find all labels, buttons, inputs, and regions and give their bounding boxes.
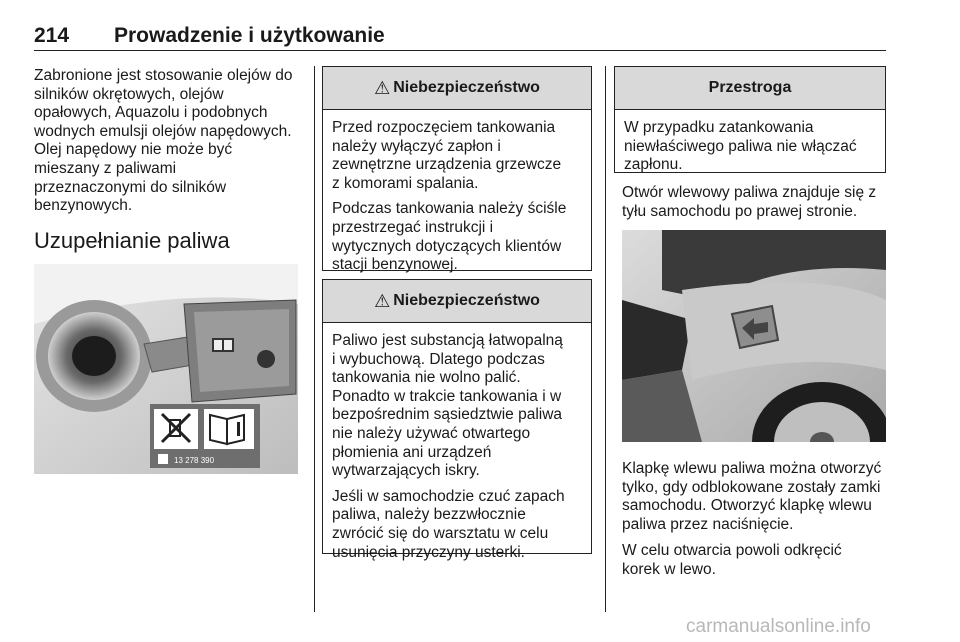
text-line: płomienia ani urządzeń (332, 443, 492, 461)
filler-flap-text (622, 460, 892, 580)
text-line: wodnych emulsji olejów napędowych. (34, 122, 292, 140)
manual-book-icon (204, 409, 254, 449)
intro-paragraph (34, 67, 306, 216)
text-line: tankowania nie wolno palić. (332, 369, 521, 387)
danger-title: Niebezpieczeństwo (393, 292, 540, 309)
text-line: samochodu. Otworzyć klapkę wlewu (622, 497, 872, 515)
no-diesel-icon (154, 409, 198, 449)
text-line: Jeśli w samochodzie czuć zapach (332, 487, 565, 505)
fuel-filler-image (34, 264, 298, 474)
intro-text (34, 67, 306, 216)
warning-triangle-icon: ⚠ (374, 290, 391, 311)
danger-paragraph (332, 119, 583, 193)
text-line: nie należy używać otwartego (332, 424, 531, 442)
text-line: i wybuchową. Dlatego podczas (332, 350, 545, 368)
text-line: przestrzegać instrukcji i (332, 218, 494, 236)
caution-paragraph (624, 119, 877, 175)
text-line: Klapkę wlewu paliwa można otworzyć (622, 460, 882, 477)
text-line: usunięcia przyczyny usterki. (332, 543, 525, 561)
text-line: tyłu samochodu po prawej stronie. (622, 202, 858, 220)
danger-box-header (323, 280, 591, 323)
text-line: bezpośrednim sąsiedztwie paliwa (332, 406, 563, 424)
text-line: Otwór wlewowy paliwa znajduje się z (622, 184, 877, 201)
image-code: 13 278 390 (174, 456, 215, 465)
text-line: Paliwo jest substancją łatwopalną (332, 332, 563, 349)
car-rear-photo (622, 230, 886, 442)
watermark: carmanualsonline.info (686, 616, 871, 637)
body-paragraph (622, 542, 892, 579)
page-number: 214 (34, 24, 70, 47)
text-line: korek w lewo. (622, 560, 716, 578)
text-line: zewnętrzne urządzenia grzewcze (332, 156, 562, 174)
column-divider-2 (605, 66, 606, 612)
text-line: mieszany z paliwami (34, 159, 177, 177)
text-line: tylko, gdy odblokowane zostały zamki (622, 478, 881, 496)
text-line: niewłaściwego paliwa nie włączać (624, 137, 857, 155)
danger-paragraph (332, 332, 583, 481)
text-line: paliwa przez naciśnięcie. (622, 515, 794, 533)
page-header (34, 18, 886, 51)
caution-box-header (615, 67, 885, 110)
danger-paragraph (332, 200, 583, 274)
text-line: wytwarzających iskry. (332, 462, 480, 480)
text-line: W przypadku zatankowania (624, 119, 814, 136)
text-line: Podczas tankowania należy ściśle (332, 200, 567, 218)
text-line: Ponadto w trakcie tankowania i w (332, 387, 562, 405)
caution-box (614, 66, 886, 173)
text-line: benzynowych. (34, 197, 133, 215)
text-line: przeznaczonymi do silników (34, 178, 227, 196)
body-paragraph (622, 460, 892, 534)
text-line: silników okrętowych, olejów (34, 85, 224, 103)
text-line: Zabronione jest stosowanie olejów do (34, 67, 293, 84)
danger-box-2 (322, 279, 592, 561)
caution-box-body (615, 110, 885, 175)
caution-title: Przestroga (708, 79, 792, 96)
text-line: z komorami spalania. (332, 174, 479, 192)
danger-box-body (323, 323, 591, 562)
text-line: W celu otwarcia powoli odkręcić (622, 542, 842, 560)
page-title: Prowadzenie i użytkowanie (114, 24, 385, 47)
text-line: wytycznych dotyczących klientów (332, 237, 562, 255)
danger-title: Niebezpieczeństwo (393, 79, 540, 96)
text-line: stacji benzynowej. (332, 256, 458, 274)
danger-box-header (323, 67, 591, 110)
danger-box-body (323, 110, 591, 275)
column-divider-1 (314, 66, 315, 612)
text-line: zapłonu. (624, 156, 683, 174)
car-rear-image (622, 230, 886, 442)
danger-paragraph (332, 488, 583, 562)
text-line: Przed rozpoczęciem tankowania (332, 119, 556, 136)
text-line: paliwa, należy bezzwłocznie (332, 506, 526, 524)
text-line: opałowych, Aquazolu i podobnych (34, 104, 268, 122)
arrow-left-icon (732, 306, 778, 348)
warning-triangle-icon: ⚠ (374, 77, 391, 98)
fuel-filler-photo (34, 264, 298, 474)
text-line: Olej napędowy nie może być (34, 141, 233, 159)
text-line: należy wyłączyć zapłon i (332, 137, 501, 155)
section-heading: Uzupełnianie paliwa (34, 228, 230, 253)
body-paragraph (622, 184, 892, 221)
text-line: zwrócić się do warsztatu w celu (332, 524, 549, 542)
filler-location-text (622, 184, 892, 221)
danger-box-1 (322, 66, 592, 274)
